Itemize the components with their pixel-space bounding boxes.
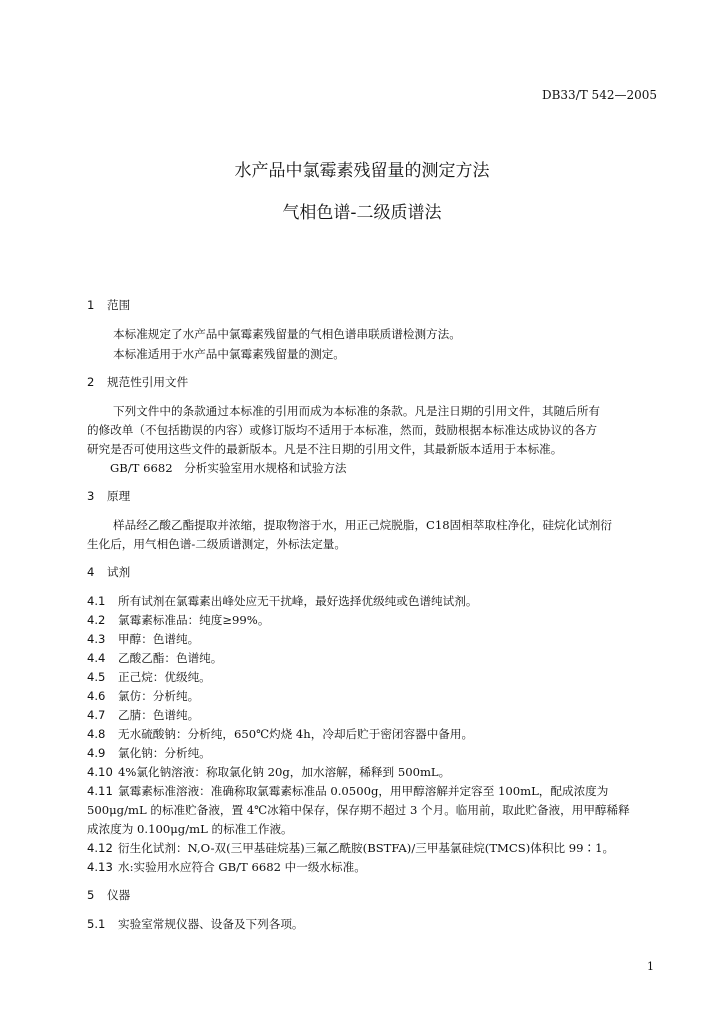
item-text: 乙酸乙酯：色谱纯。 bbox=[118, 651, 223, 665]
list-item bbox=[87, 630, 199, 648]
item-number: 4.1 bbox=[87, 594, 106, 608]
item-number: 4.4 bbox=[87, 651, 106, 665]
item-number: 4.10 bbox=[87, 765, 113, 779]
list-item bbox=[87, 725, 473, 743]
item-number: 4.2 bbox=[87, 613, 106, 627]
paragraph-line: 样品经乙酸乙酯提取并浓缩，提取物溶于水，用正己烷脱脂，C18固相萃取柱净化，硅烷化试剂衍 bbox=[113, 518, 612, 532]
item-number: 4.3 bbox=[87, 632, 106, 646]
section-number: 5 bbox=[87, 888, 95, 902]
section-title: 原理 bbox=[107, 489, 131, 503]
item-text: 所有试剂在氯霉素出峰处应无干扰峰，最好选择优级纯或色谱纯试剂。 bbox=[118, 594, 478, 608]
list-item bbox=[87, 744, 211, 762]
page-number: 1 bbox=[647, 960, 654, 973]
reference-item: GB/T 6682 分析实验室用水规格和试验方法 bbox=[110, 461, 347, 475]
item-text: 氯霉素标准品：纯度≥99%。 bbox=[118, 613, 270, 627]
list-item bbox=[87, 706, 199, 724]
paragraph-line: 生化后，用气相色谱-二级质谱测定，外标法定量。 bbox=[87, 537, 346, 551]
list-item bbox=[87, 687, 199, 705]
item-number: 4.6 bbox=[87, 689, 106, 703]
item-text: 水:实验用水应符合 GB/T 6682 中一级水标准。 bbox=[118, 860, 366, 874]
paragraph-line: 研究是否可使用这些文件的最新版本。凡是不注日期的引用文件，其最新版本适用于本标准。 bbox=[87, 442, 563, 456]
item-number: 5.1 bbox=[87, 917, 106, 931]
list-item bbox=[87, 649, 222, 667]
item-number: 4.13 bbox=[87, 860, 113, 874]
list-item bbox=[87, 839, 614, 857]
section-number: 2 bbox=[87, 375, 95, 389]
list-item bbox=[87, 763, 450, 781]
section-5-heading bbox=[87, 886, 130, 904]
paragraph-line: 的修改单（不包括勘误的内容）或修订版均不适用于本标准，然而，鼓励根据本标准达成协议的各方 bbox=[87, 423, 598, 437]
item-number: 4.8 bbox=[87, 727, 106, 741]
item-text: 氯霉素标准溶液：准确称取氯霉素标准品 0.0500g，用甲醇溶解并定容至 100mL，配成浓度为 bbox=[118, 784, 609, 798]
item-text: 乙腈：色谱纯。 bbox=[118, 708, 200, 722]
paragraph: 本标准适用于水产品中氯霉素残留量的测定。 bbox=[113, 347, 345, 361]
document-title: 水产品中氯霉素残留量的测定方法 bbox=[234, 161, 490, 181]
section-2-heading bbox=[87, 373, 188, 391]
section-title: 试剂 bbox=[107, 565, 131, 579]
item-number: 4.12 bbox=[87, 841, 113, 855]
item-number: 4.11 bbox=[87, 784, 113, 798]
item-text: 4%氯化钠溶液：称取氯化钠 20g，加水溶解，稀释到 500mL。 bbox=[118, 765, 451, 779]
section-3-heading bbox=[87, 487, 130, 505]
list-item-continuation: 成浓度为 0.100μg/mL 的标准工作液。 bbox=[87, 822, 293, 836]
section-title: 范围 bbox=[107, 298, 131, 312]
section-title: 仪器 bbox=[107, 888, 131, 902]
section-number: 4 bbox=[87, 565, 95, 579]
item-text: 正己烷：优级纯。 bbox=[118, 670, 211, 684]
item-text: 甲醇：色谱纯。 bbox=[118, 632, 200, 646]
section-4-heading bbox=[87, 563, 130, 581]
list-item bbox=[87, 592, 477, 610]
paragraph-line: 下列文件中的条款通过本标准的引用而成为本标准的条款。凡是注日期的引用文件，其随后所有 bbox=[113, 404, 600, 418]
section-title: 规范性引用文件 bbox=[107, 375, 189, 389]
item-text: 氯化钠：分析纯。 bbox=[118, 746, 211, 760]
item-text: 实验室常规仪器、设备及下列各项。 bbox=[118, 917, 304, 931]
item-text: 无水硫酸钠：分析纯，650℃灼烧 4h，冷却后贮于密闭容器中备用。 bbox=[118, 727, 474, 741]
list-item bbox=[87, 915, 304, 933]
document-subtitle: 气相色谱-二级质谱法 bbox=[282, 203, 442, 223]
section-number: 3 bbox=[87, 489, 95, 503]
list-item bbox=[87, 611, 269, 629]
standard-code: DB33/T 542—2005 bbox=[541, 88, 657, 102]
list-item bbox=[87, 858, 366, 876]
section-number: 1 bbox=[87, 298, 95, 312]
item-number: 4.7 bbox=[87, 708, 106, 722]
section-1-heading bbox=[87, 296, 130, 314]
item-number: 4.9 bbox=[87, 746, 106, 760]
item-text: 衍生化试剂：N,O-双(三甲基硅烷基)三氟乙酰胺(BSTFA)/三甲基氯硅烷(TMCS)体积比 99∶1。 bbox=[118, 841, 615, 855]
list-item bbox=[87, 782, 608, 800]
list-item-continuation: 500μg/mL 的标准贮备液，置 4℃冰箱中保存，保存期不超过 3 个月。临用前，取此贮备液，用甲醇稀释 bbox=[87, 803, 630, 817]
list-item bbox=[87, 668, 211, 686]
paragraph: 本标准规定了水产品中氯霉素残留量的气相色谱串联质谱检测方法。 bbox=[113, 327, 461, 341]
item-number: 4.5 bbox=[87, 670, 106, 684]
item-text: 氯仿：分析纯。 bbox=[118, 689, 200, 703]
